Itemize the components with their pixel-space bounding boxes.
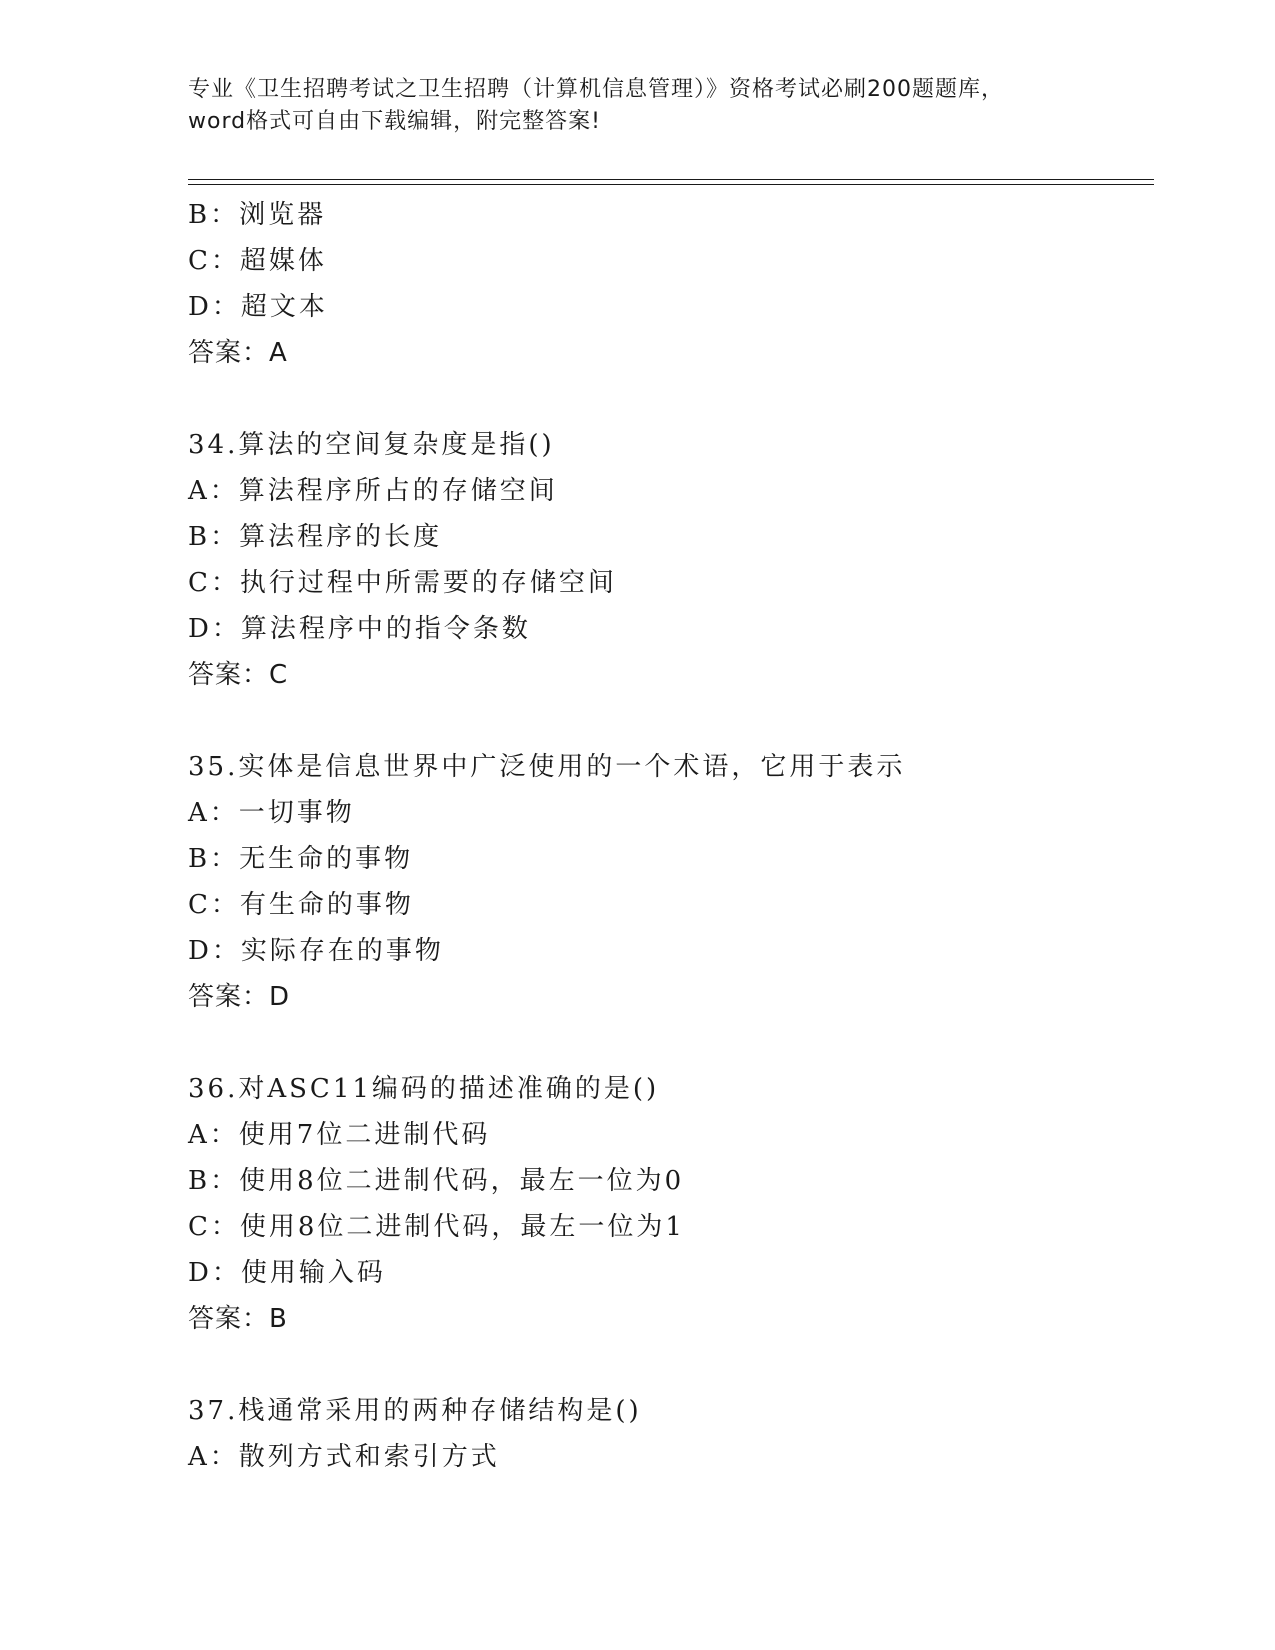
option-d: D：超文本 [188, 292, 328, 322]
option-b: B：算法程序的长度 [188, 522, 443, 552]
option-d: D：使用输入码 [188, 1258, 386, 1288]
header-divider-bottom [188, 184, 1154, 185]
document-header [188, 74, 1088, 138]
option-a: A：使用7位二进制代码 [188, 1120, 491, 1150]
option-c: C：执行过程中所需要的存储空间 [188, 568, 617, 598]
option-d: D：实际存在的事物 [188, 936, 444, 966]
option-c: C：超媒体 [188, 246, 327, 276]
option-b: B：使用8位二进制代码，最左一位为0 [188, 1166, 685, 1196]
question-stem: 34.算法的空间复杂度是指() [188, 430, 555, 460]
answer-line: 答案：C [188, 660, 289, 690]
spacer [188, 376, 1148, 422]
header-title-line-1: 专业《卫生招聘考试之卫生招聘（计算机信息管理）》资格考试必刷200题题库， [188, 77, 1004, 102]
spacer [188, 1342, 1148, 1388]
option-a: A：一切事物 [188, 798, 355, 828]
option-a: A：散列方式和索引方式 [188, 1442, 500, 1472]
question-33-continued [188, 192, 1148, 376]
question-34 [188, 422, 1148, 698]
question-35 [188, 744, 1148, 1020]
option-c: C：有生命的事物 [188, 890, 414, 920]
answer-line: 答案：A [188, 338, 288, 368]
question-list [188, 192, 1148, 1480]
answer-line: 答案：D [188, 982, 291, 1012]
question-stem: 37.栈通常采用的两种存储结构是() [188, 1396, 642, 1426]
header-divider-top [188, 179, 1154, 180]
question-36 [188, 1066, 1148, 1342]
option-a: A：算法程序所占的存储空间 [188, 476, 558, 506]
question-37 [188, 1388, 1148, 1480]
option-c: C：使用8位二进制代码，最左一位为1 [188, 1212, 685, 1242]
question-stem: 36.对ASC11编码的描述准确的是() [188, 1074, 660, 1104]
header-title-line-2: word格式可自由下载编辑，附完整答案! [188, 109, 601, 134]
option-b: B：浏览器 [188, 200, 327, 230]
option-d: D：算法程序中的指令条数 [188, 614, 531, 644]
question-stem: 35.实体是信息世界中广泛使用的一个术语，它用于表示 [188, 752, 906, 782]
option-b: B：无生命的事物 [188, 844, 414, 874]
spacer [188, 698, 1148, 744]
answer-line: 答案：B [188, 1304, 288, 1334]
spacer [188, 1020, 1148, 1066]
